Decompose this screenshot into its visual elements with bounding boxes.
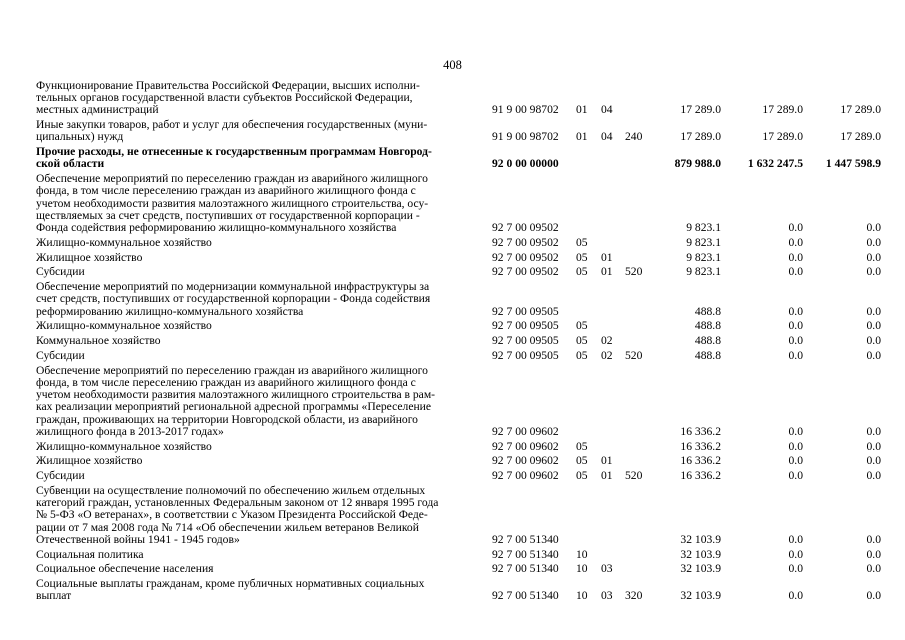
subsection-code	[601, 438, 625, 453]
section-code: 10	[576, 562, 588, 576]
table-row	[36, 347, 881, 362]
amount-year-2: 0.0	[788, 304, 803, 318]
amount-year-2: 0.0	[788, 250, 803, 264]
amount-year-2: 0.0	[788, 454, 803, 468]
expense-type-code	[625, 234, 657, 249]
amount-year-3: 0.0	[866, 304, 881, 318]
amount-year-3: 0.0	[866, 562, 881, 576]
amount-year-3: 0.0	[866, 250, 881, 264]
expense-type-code: 520	[625, 469, 643, 483]
amount-year-3: 17 289.0	[840, 103, 881, 117]
table-row	[36, 144, 881, 171]
row-name: Субсидии	[36, 349, 85, 362]
section-code: 01	[576, 130, 588, 144]
section-code: 10	[576, 589, 588, 603]
table-row	[36, 171, 881, 235]
section-code	[576, 362, 601, 438]
row-name: Жилищно-коммунальное хозяйство	[36, 319, 212, 333]
subsection-code: 01	[601, 454, 613, 468]
target-code: 92 7 00 09502	[492, 235, 559, 249]
amount-year-1: 32 103.9	[680, 562, 721, 576]
row-name: Коммунальное хозяйство	[36, 334, 161, 348]
subsection-code	[601, 318, 625, 333]
page-number: 408	[443, 58, 462, 72]
amount-year-1: 32 103.9	[680, 589, 721, 603]
table-row	[36, 234, 881, 249]
row-name: Прочие расходы, не отнесенные к государственным программам Новгород- ской области	[36, 145, 432, 171]
target-code: 92 7 00 51340	[492, 589, 559, 603]
section-code: 05	[576, 349, 588, 362]
row-name: Социальные выплаты гражданам, кроме публичных нормативных социальных выплат	[36, 577, 425, 603]
amount-year-3: 0.0	[866, 589, 881, 603]
expense-type-code	[625, 249, 657, 264]
row-name: Жилищное хозяйство	[36, 454, 143, 468]
table-row	[36, 117, 881, 144]
subsection-code: 01	[601, 265, 613, 279]
expense-type-code	[625, 333, 657, 348]
table-row	[36, 576, 881, 603]
subsection-code: 02	[601, 334, 613, 348]
amount-year-2: 0.0	[788, 221, 803, 235]
row-name: Социальная политика	[36, 547, 144, 561]
amount-year-3: 0.0	[866, 424, 881, 438]
amount-year-3: 0.0	[866, 454, 881, 468]
row-name: Жилищно-коммунальное хозяйство	[36, 439, 212, 453]
amount-year-2: 0.0	[788, 235, 803, 249]
subsection-code	[601, 234, 625, 249]
section-code	[576, 171, 601, 235]
expense-type-code	[625, 561, 657, 576]
expense-type-code	[625, 546, 657, 561]
amount-year-3: 0.0	[866, 532, 881, 546]
amount-year-1: 32 103.9	[680, 532, 721, 546]
table-row	[36, 438, 881, 453]
row-name: Обеспечение мероприятий по переселению граждан из аварийного жилищного фонда, в том числе переселению граждан из аварийного жилищного фонда с учетом необходимости развития малоэтажного жилищного строительства, осу- ществляемых за счет средств, поступивших от государственной корпорации - Фонда содействия реформированию жилищно-коммунального хозяйства	[36, 172, 429, 235]
table-row	[36, 264, 881, 279]
target-code: 92 7 00 09505	[492, 349, 559, 362]
amount-year-3: 0.0	[866, 469, 881, 483]
amount-year-3: 0.0	[866, 221, 881, 235]
subsection-code: 04	[601, 103, 613, 117]
subsection-code: 02	[601, 349, 613, 362]
target-code: 91 9 00 98702	[492, 130, 559, 144]
amount-year-2: 0.0	[788, 469, 803, 483]
table-row	[36, 453, 881, 468]
table-row	[36, 318, 881, 333]
expense-type-code	[625, 438, 657, 453]
section-code	[576, 144, 601, 171]
row-name: Социальное обеспечение населения	[36, 562, 214, 576]
target-code: 92 7 00 09502	[492, 265, 559, 279]
amount-year-3: 1 447 598.9	[825, 157, 881, 171]
subsection-code: 04	[601, 130, 613, 144]
expense-type-code: 520	[625, 265, 643, 279]
budget-table	[36, 80, 881, 603]
row-name: Субсидии	[36, 265, 85, 279]
section-code	[576, 482, 601, 546]
amount-year-1: 17 289.0	[680, 103, 721, 117]
subsection-code: 03	[601, 589, 613, 603]
table-row	[36, 561, 881, 576]
amount-year-2: 0.0	[788, 439, 803, 453]
target-code: 92 7 00 09505	[492, 304, 559, 318]
table-row	[36, 279, 881, 318]
subsection-code	[601, 279, 625, 318]
expense-type-code	[625, 482, 657, 546]
target-code: 92 7 00 09602	[492, 469, 559, 483]
amount-year-1: 879 988.0	[674, 157, 721, 171]
amount-year-1: 488.8	[694, 349, 721, 362]
amount-year-3: 0.0	[866, 334, 881, 348]
target-code: 92 7 00 09505	[492, 319, 559, 333]
subsection-code	[601, 171, 625, 235]
row-name: Жилищно-коммунальное хозяйство	[36, 235, 212, 249]
target-code: 92 7 00 51340	[492, 532, 559, 546]
amount-year-2: 1 632 247.5	[747, 157, 803, 171]
row-name: Функционирование Правительства Российской Федерации, высших исполни- тельных органов государственной власти субъектов Российской Федерации, местных администраций	[36, 79, 420, 117]
amount-year-2: 0.0	[788, 589, 803, 603]
target-code: 92 7 00 09602	[492, 439, 559, 453]
subsection-code	[601, 482, 625, 546]
amount-year-1: 16 336.2	[680, 424, 721, 438]
table-row	[36, 249, 881, 264]
target-code: 92 7 00 51340	[492, 562, 559, 576]
budget-rows	[36, 80, 881, 603]
expense-type-code	[625, 171, 657, 235]
amount-year-2: 0.0	[788, 532, 803, 546]
amount-year-1: 488.8	[694, 319, 721, 333]
amount-year-2: 0.0	[788, 319, 803, 333]
table-row	[36, 468, 881, 483]
section-code: 05	[576, 439, 588, 453]
amount-year-2: 0.0	[788, 349, 803, 362]
amount-year-1: 488.8	[694, 334, 721, 348]
amount-year-1: 17 289.0	[680, 130, 721, 144]
amount-year-1: 16 336.2	[680, 469, 721, 483]
section-code: 05	[576, 250, 588, 264]
amount-year-1: 32 103.9	[680, 547, 721, 561]
row-name: Субвенции на осуществление полномочий по обеспечению жильем отдельных категорий граждан, установленных Федеральным законом от 12 января 1995 года № 5-ФЗ «О ветеранах», в соответствии с Указом Президента Российской Феде- рации от 7 мая 2008 года № 714 «Об обеспечении жильем ветеранов Великой Отечественной войны 1941 - 1945 годов»	[36, 484, 439, 546]
target-code: 92 7 00 09602	[492, 424, 559, 438]
subsection-code: 03	[601, 562, 613, 576]
table-row	[36, 333, 881, 348]
section-code: 01	[576, 103, 588, 117]
amount-year-2: 17 289.0	[762, 103, 803, 117]
amount-year-2: 0.0	[788, 334, 803, 348]
amount-year-3: 0.0	[866, 265, 881, 279]
row-name: Обеспечение мероприятий по модернизации коммунальной инфраструктуры за счет средств, поступивших от государственной корпорации - Фонда содействия реформированию жилищно-коммунального хозяйства	[36, 280, 431, 318]
expense-type-code	[625, 279, 657, 318]
amount-year-1: 16 336.2	[680, 454, 721, 468]
amount-year-2: 0.0	[788, 547, 803, 561]
expense-type-code: 240	[625, 130, 643, 144]
target-code: 92 7 00 09602	[492, 454, 559, 468]
row-name: Жилищное хозяйство	[36, 250, 143, 264]
section-code: 05	[576, 319, 588, 333]
amount-year-1: 9 823.1	[686, 250, 721, 264]
expense-type-code	[625, 453, 657, 468]
amount-year-2: 0.0	[788, 424, 803, 438]
amount-year-1: 9 823.1	[686, 265, 721, 279]
expense-type-code	[625, 144, 657, 171]
section-code: 05	[576, 334, 588, 348]
amount-year-1: 488.8	[694, 304, 721, 318]
table-row	[36, 80, 881, 117]
table-row	[36, 362, 881, 438]
amount-year-2: 0.0	[788, 562, 803, 576]
expense-type-code	[625, 80, 657, 117]
target-code: 91 9 00 98702	[492, 103, 559, 117]
subsection-code	[601, 144, 625, 171]
row-name: Обеспечение мероприятий по переселению граждан из аварийного жилищного фонда, в том числе переселению граждан из аварийного жилищного фонда с учетом необходимости развития малоэтажного жилищного строительства в рам- ках реализации мероприятий региональной адресной программы «Переселение граждан, проживающих на территории Новгородской области, из аварийного жилищного фонда в 2013-2017 годах»	[36, 363, 436, 438]
expense-type-code: 520	[625, 349, 643, 362]
target-code: 92 7 00 09502	[492, 250, 559, 264]
target-code: 92 0 00 00000	[492, 157, 559, 171]
subsection-code	[601, 546, 625, 561]
row-name: Субсидии	[36, 469, 85, 483]
amount-year-3: 0.0	[866, 547, 881, 561]
table-row	[36, 482, 881, 546]
amount-year-3: 0.0	[866, 319, 881, 333]
target-code: 92 7 00 09505	[492, 334, 559, 348]
subsection-code: 01	[601, 250, 613, 264]
row-name: Иные закупки товаров, работ и услуг для обеспечения государственных (муни- ципальных) нужд	[36, 118, 428, 144]
amount-year-1: 9 823.1	[686, 235, 721, 249]
expense-type-code: 320	[625, 589, 643, 603]
amount-year-3: 0.0	[866, 349, 881, 362]
amount-year-2: 0.0	[788, 265, 803, 279]
amount-year-1: 9 823.1	[686, 221, 721, 235]
target-code: 92 7 00 51340	[492, 547, 559, 561]
section-code: 05	[576, 469, 588, 483]
amount-year-3: 0.0	[866, 235, 881, 249]
expense-type-code	[625, 362, 657, 438]
table-row	[36, 546, 881, 561]
section-code: 05	[576, 265, 588, 279]
section-code: 05	[576, 454, 588, 468]
amount-year-3: 17 289.0	[840, 130, 881, 144]
expense-type-code	[625, 318, 657, 333]
section-code: 10	[576, 547, 588, 561]
section-code: 05	[576, 235, 588, 249]
amount-year-1: 16 336.2	[680, 439, 721, 453]
subsection-code	[601, 362, 625, 438]
amount-year-2: 17 289.0	[762, 130, 803, 144]
target-code: 92 7 00 09502	[492, 221, 559, 235]
subsection-code: 01	[601, 469, 613, 483]
amount-year-3: 0.0	[866, 439, 881, 453]
section-code	[576, 279, 601, 318]
